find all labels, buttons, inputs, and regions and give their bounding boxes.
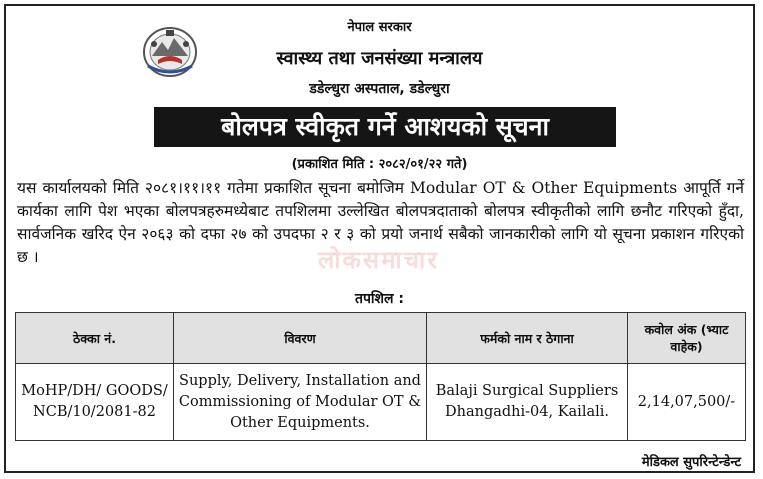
schedule-label: तपशिल : — [354, 291, 405, 307]
table-row — [16, 364, 746, 441]
tender-table — [15, 312, 746, 441]
cell-description: Supply, Delivery, Installation and Commissioning of Modular OT & Other Equipments. — [174, 364, 427, 441]
government-name: नेपाल सरकार — [347, 20, 412, 35]
cell-contract-no: MoHP/DH/ GOODS/ NCB/10/2081-82 — [16, 364, 174, 441]
cell-bid-amount: 2,14,07,500/- — [628, 364, 746, 441]
cell-firm: Balaji Surgical Suppliers Dhangadhi-04, Kailali. — [427, 364, 628, 441]
notice-body: यस कार्यालयको मिति २०८१।११।११ गतेमा प्रकाशित सूचना बमोजिम Modular OT & Other Equipments आपूर्ति गर्ने कार्यका लागि पेश भएका बोलपत्रहरुमध्येबाट तपशिलमा उल्लेखित बोलपत्रदाताको बोलपत्र स्वीकृतीको लागि छनौट गरिएको हुँदा, सार्वजनिक खरिद ऐन २०६३ को दफा २७ को उपदफा २ र ३ को प्रयो जनार्थ सबैको जानकारीको लागि यो सूचना प्रकाशन गरिएको छ । — [17, 179, 744, 266]
watermark: लोकसमाचार — [318, 246, 439, 274]
hospital-name: डडेल्धुरा अस्पताल, डडेल्धुरा — [309, 81, 450, 97]
published-date: (प्रकाशित मिति : २०८२/०१/२२ गते) — [291, 157, 468, 172]
notice-page — [4, 4, 755, 473]
header-description: विवरण — [174, 313, 427, 364]
header-contract-no: ठेक्का नं. — [16, 313, 174, 364]
header-bid-amount: कवोल अंक (भ्याट वाहेक) — [628, 313, 746, 364]
header-firm: फर्मको नाम र ठेगाना — [427, 313, 628, 364]
notice-title-banner: बोलपत्र स्वीकृत गर्ने आशयको सूचना — [154, 107, 616, 147]
ministry-name: स्वास्थ्य तथा जनसंख्या मन्त्रालय — [276, 48, 483, 69]
table-header-row — [16, 313, 746, 364]
signatory: मेडिकल सुपरिन्टेन्डेन्ट — [641, 455, 741, 470]
